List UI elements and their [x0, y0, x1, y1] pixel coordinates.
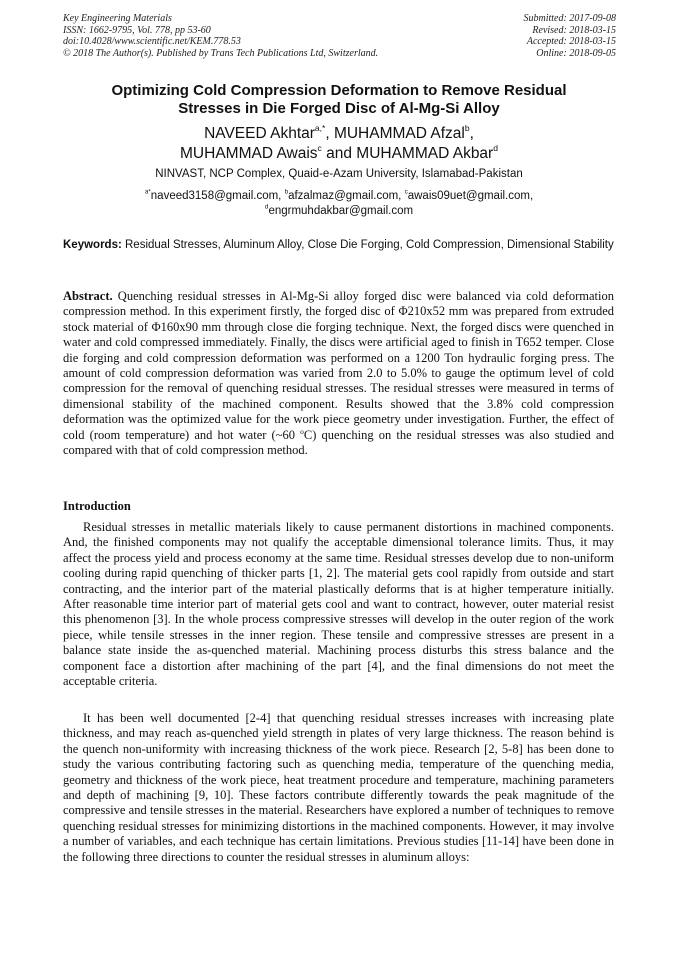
author-sup: b [464, 122, 470, 133]
email-sup: d [264, 203, 269, 211]
author-sup: d [493, 142, 498, 153]
email-sup: a* [144, 188, 151, 196]
issn-line: ISSN: 1662-9795, Vol. 778, pp 53-60 [63, 24, 211, 36]
abstract [63, 289, 614, 458]
email-address: awais09uet@gmail.com [407, 190, 530, 202]
intro-paragraph-2 [63, 711, 614, 865]
email-line-1: $^{a*}$naveed3158@gmail.com, $^b$afzalmaz@gmail.com, $^c$awais09uet@gmail.com, [144, 188, 534, 202]
copyright-line: © 2018 The Author(s). Published by Trans Tech Publications Ltd, Switzerland. [63, 47, 379, 59]
email-sup: c [404, 188, 408, 196]
keywords [63, 238, 614, 253]
paragraph-text: Residual stresses in metallic materials likely to cause permanent distortions in machined components. And, the finished components may not qualify the acceptable dimensional tolerance limits. Thus, it may affect the process yield and process economy at the same time. Residual stresses develop due to non-uniform cooling during rapid quenching of thicker parts [1, 2]. The material gets cool rapidly from outside and start contracting, and the interior part of the material plastically deforms that is at higher temperature initially. After reasonable time interior part of material gets cool and want to contract, however, outer material resist this phenomenon [3]. In the whole process compressive stresses will develop in the outer region of the work piece, while tensile stresses in the inner region. These tensile and compressive stresses are present in a balance state inside the as-quenched material. Machining process disturbs this stress balance and the component face a distortion after machining of the part [4], and the final dimensions do not meet the acceptable criteria. [63, 520, 614, 689]
email-line-2 [40, 204, 638, 219]
email-sup: b [284, 188, 289, 196]
author-list [40, 124, 638, 164]
title-line-2: Stresses in Die Forged Disc of Al-Mg-Si Alloy [178, 100, 500, 117]
keywords-label: Keywords: [63, 239, 122, 251]
abstract-label: Abstract. [63, 289, 113, 303]
author-line-2: MUHAMMAD Awais$^c$ and MUHAMMAD Akbar$^d$ [180, 142, 498, 162]
email-address: naveed3158@gmail.com [150, 190, 279, 202]
revised-date: Revised: 2018-03-15 [532, 24, 616, 36]
journal-name: Key Engineering Materials [63, 13, 172, 24]
intro-paragraph-1 [63, 520, 614, 689]
accepted-date: Accepted: 2018-03-15 [526, 36, 616, 47]
email-address: afzalmaz@gmail.com [288, 190, 399, 202]
submission-dates [524, 13, 617, 59]
author-name: NAVEED Akhtar [204, 125, 315, 142]
author-sup: c [317, 142, 322, 153]
section-heading-introduction: Introduction [63, 499, 131, 513]
author-name: MUHAMMAD Akbar [356, 145, 494, 162]
keywords-text: Residual Stresses, Aluminum Alloy, Close Die Forging, Cold Compression, Dimensional Stability [125, 239, 614, 251]
paper-title [40, 82, 638, 118]
online-date: Online: 2018-09-05 [536, 47, 616, 59]
affiliation: NINVAST, NCP Complex, Quaid-e-Azam University, Islamabad-Pakistan [155, 168, 523, 180]
doi-line: doi:10.4028/www.scientific.net/KEM.778.53 [63, 36, 241, 47]
title-line-1: Optimizing Cold Compression Deformation to Remove Residual [111, 82, 567, 99]
paragraph-text: It has been well documented [2-4] that quenching residual stresses increases with increasing plate thickness, and may reach as-quenched yield strength in plates of very large thickness. The reason behind is the quench non-uniformity with increasing thickness of the work piece. Research [2, 5-8] has been done to study the various contributing factoring such as quenching media, temperature of the quenching media, geometry and thickness of the work piece, heat treatment procedure and temperature, machining parameters and depth of machining [9, 10]. These factors contribute differently towards the peak magnitude of the compressive and tensile stresses in the material. Researchers have explored a number of techniques to remove quenching residual stresses for minimizing distortions in the machined components. However, it may involve a number of variables, and each technique has certain limitations. Previous studies [11-14] have been done in the following three directions to counter the residual stresses in aluminum alloys: [63, 711, 614, 864]
author-name: MUHAMMAD Awais [180, 145, 318, 162]
author-line-1: NAVEED Akhtar$^{a,*}$, MUHAMMAD Afzal$^b$, [204, 122, 474, 142]
abstract-text-end: C) quenching on the residual stresses was also studied and compared with that of cold compression method. [63, 427, 614, 458]
abstract-text: Quenching residual stresses in Al-Mg-Si alloy forged disc were balanced via cold deformation compression method. In this experiment firstly, the forged disc of Φ210x52 mm was prepared from extruded stock material of Φ160x90 mm through close die forging technique. Next, the forged discs were quenched in water and cold compressed immediately. Finally, the discs were artificial aged to finish in T652 temper. Close die forging and cold compression deformation was performed on a 1200 Ton hydraulic forging press. The amount of cold compression deformation was varied from 2.0 to 5.0% to gauge the optimum level of cold compression for the removal of quenching residual stresses. The residual stresses were measured in terms of dimensional stability of the machined component. Results showed that the 3.8% cold compression deformation was the optimized value for the work piece geometry under investigation. Further, the effect of cold (room temperature) and hot water (~60 [63, 289, 614, 442]
journal-info [63, 13, 378, 59]
degree-sup: o [300, 426, 304, 436]
email-list [40, 189, 638, 219]
email-address: engrmuhdakbar@gmail.com [268, 205, 414, 217]
submitted-date: Submitted: 2017-09-08 [523, 13, 616, 24]
author-sup: a,* [314, 122, 326, 133]
author-name: MUHAMMAD Afzal [333, 125, 465, 142]
